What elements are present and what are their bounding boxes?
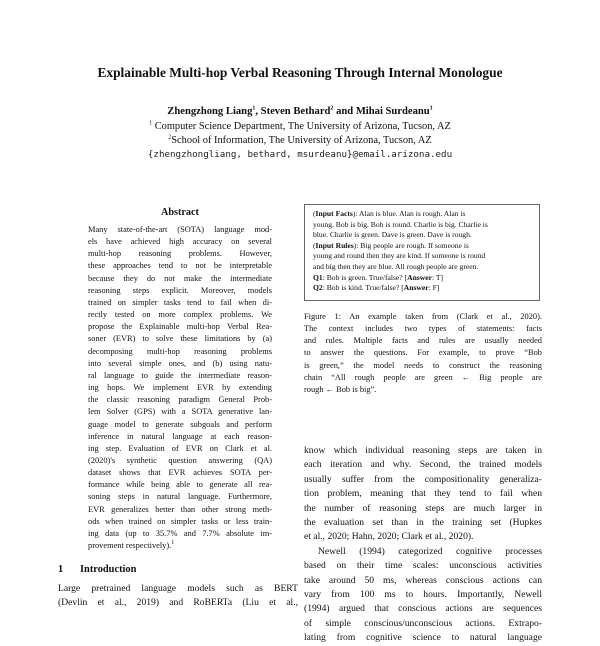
abstract-line: into several simple ones, and (b) using natu- bbox=[88, 358, 272, 368]
answer-label: Answer bbox=[407, 272, 432, 282]
section-heading-introduction bbox=[58, 564, 298, 575]
caption-line: The context includes two types of statements: facts bbox=[304, 324, 542, 334]
figure-line bbox=[313, 220, 535, 231]
abstract-body bbox=[88, 224, 272, 552]
abstract-line: the classic reasoning paradigm General Prob- bbox=[88, 395, 272, 405]
abstract-line: decomposing multi-hop reasoning problems bbox=[88, 346, 272, 356]
figure-punct: ): bbox=[353, 240, 361, 250]
body-line: the number of reasoning steps are much larger in bbox=[304, 502, 542, 514]
abstract-line: ral language to guide the intermediate reason- bbox=[88, 370, 272, 380]
figure-label: Input Facts bbox=[315, 209, 353, 218]
abstract-line: trained on simpler tasks tend to fail when di- bbox=[88, 297, 272, 307]
figure-punct: ( bbox=[313, 209, 316, 218]
affiliation-mark: 1 bbox=[252, 105, 256, 112]
body-line: based on their time scales: unconscious activities bbox=[304, 560, 542, 572]
figure-line bbox=[313, 283, 535, 294]
caption-line: and rules. Multiple facts and rules are usually needed bbox=[304, 336, 542, 346]
abstract-line: propose the Explainable multi-hop Verbal Rea- bbox=[88, 322, 272, 332]
caption-line: rough ← Bob is big”. bbox=[304, 384, 377, 394]
abstract-line: ing hops. We implement EVR by extending bbox=[88, 383, 272, 393]
abstract-line: lem Solver (GPS) with a SOTA generative lan- bbox=[88, 407, 272, 417]
affiliation-1 bbox=[0, 121, 600, 132]
body-line: (1994) argued that conscious actions are sequences bbox=[304, 603, 542, 615]
figure-line bbox=[313, 209, 535, 220]
abstract-heading: Abstract bbox=[161, 207, 199, 218]
author-separator: , bbox=[255, 106, 261, 117]
body-text-right bbox=[304, 444, 542, 646]
section-number: 1 bbox=[58, 564, 64, 575]
figure-line bbox=[313, 230, 535, 241]
section-title: Introduction bbox=[80, 564, 137, 575]
abstract-line: dataset shows that EVR achieves SOTA per- bbox=[88, 468, 272, 478]
abstract-line: guage model to generate subgoals and perform bbox=[88, 419, 272, 429]
body-line: each iteration and why. Second, the trained models bbox=[304, 459, 542, 471]
figure-text: Big people are rough. If someone is bbox=[360, 240, 469, 250]
body-line: take around 50 ms, whereas conscious actions can bbox=[304, 574, 542, 586]
figure-punct: ): bbox=[352, 209, 359, 218]
caption-line: is green,” the model needs to construct the reasoning bbox=[304, 360, 542, 370]
caption-line: chain “All rough people are green ← Big people are bbox=[304, 372, 542, 382]
abstract-line: reasoning steps explicit. Moreover, models bbox=[88, 285, 272, 295]
affiliation-mark: 2 bbox=[330, 105, 334, 112]
figure-text: and big then they are blue. All rough people are green. bbox=[313, 261, 479, 271]
caption-line: Figure 1: An example taken from (Clark et al., 2020). bbox=[304, 312, 542, 321]
body-line: know which individual reasoning steps are taken in bbox=[304, 445, 542, 456]
abstract-line: soning steps in natural language. Furthermore, bbox=[88, 492, 272, 502]
abstract-line: multi-hop reasoning problems. However, bbox=[88, 249, 272, 259]
figure-line bbox=[313, 251, 535, 262]
abstract-line: EVR generalizes better than other strong meth- bbox=[88, 504, 272, 514]
figure-punct: : bbox=[322, 283, 327, 293]
abstract-line: soner (EVR) to solve these limitations by (a) bbox=[88, 334, 272, 344]
author-emails: {zhengzhongliang, bethard, msurdeanu}@email.arizona.edu bbox=[147, 149, 453, 160]
figure-line bbox=[313, 262, 535, 273]
answer-label: Answer bbox=[403, 283, 429, 293]
answer-value: : F] bbox=[428, 283, 440, 293]
figure-text: Alan is blue. Alan is rough. Alan is bbox=[359, 209, 466, 218]
paper-title: Explainable Multi-hop Verbal Reasoning Through Internal Monologue bbox=[97, 65, 503, 80]
abstract-line: ods when trained on simpler tasks or less train- bbox=[88, 516, 272, 526]
body-line: et al., 2020; Hahn, 2020; Clark et al., 2020). bbox=[304, 531, 474, 543]
figure-label: Q1 bbox=[313, 272, 323, 282]
affiliation-2 bbox=[0, 135, 600, 146]
author-name: Steven Bethard bbox=[260, 106, 331, 117]
figure-label: Input Rules bbox=[315, 240, 354, 250]
body-line: of simple conscious/unconscious actions. Extrapo- bbox=[304, 617, 542, 629]
abstract-line: rectly tested on more complex problems. We bbox=[88, 310, 272, 320]
answer-value: : T] bbox=[431, 272, 444, 282]
figure-line bbox=[313, 241, 535, 252]
author-name: Zhengzhong Liang bbox=[167, 106, 253, 117]
figure-text: Bob is kind. True/false? [ bbox=[326, 283, 404, 293]
figure-line bbox=[313, 273, 535, 284]
author-list bbox=[0, 106, 600, 117]
figure-label: Q2 bbox=[313, 283, 323, 293]
body-line: tion problem, meaning that they tend to fail when bbox=[304, 488, 542, 500]
body-line: the evaluation set than in the training set (Hupkes bbox=[304, 517, 542, 529]
affiliation-text: School of Information, The University of Arizona, Tucson, AZ bbox=[171, 135, 432, 146]
affiliation-number: 1 bbox=[149, 120, 153, 127]
abstract-line: (2020)'s synthetic question answering (QA) bbox=[88, 455, 272, 465]
body-line: lating from cognitive science to natural language bbox=[304, 632, 542, 644]
abstract-line: ing data (up to 35.7% and 7.7% absolute im- bbox=[88, 528, 272, 538]
author-separator: and bbox=[333, 106, 356, 117]
figure-text: young and round then they are kind. If someone is round bbox=[313, 251, 486, 261]
figure-text: young. Bob is big. Bob is round. Charlie is big. Charlie is bbox=[313, 219, 488, 229]
abstract-line: these approaches tend to not be interpretable bbox=[88, 261, 272, 271]
figure-punct: : bbox=[322, 272, 327, 282]
abstract-line: els have achieved high accuracy on several bbox=[88, 237, 272, 247]
abstract-line: inference in natural language at each reason- bbox=[88, 431, 272, 441]
figure-text: Bob is green. True/false? [ bbox=[326, 272, 408, 282]
body-line: vary from 100 ms to hours. Importantly, Newell bbox=[304, 589, 542, 601]
figure-text: blue. Charlie is green. Dave is green. Dave is rough. bbox=[313, 230, 472, 240]
author-name: Mihai Surdeanu bbox=[355, 106, 430, 117]
abstract-line: Many state-of-the-art (SOTA) language mod- bbox=[88, 225, 272, 234]
figure-punct: ( bbox=[313, 240, 316, 250]
affiliation-number: 2 bbox=[168, 134, 172, 141]
affiliation-mark: 1 bbox=[429, 105, 433, 112]
affiliation-text: Computer Science Department, The University of Arizona, Tucson, AZ bbox=[154, 121, 451, 132]
intro-line: (Devlin et al., 2019) and RoBERTa (Liu et al., bbox=[58, 597, 298, 608]
abstract-line: formance while being able to generate all rea- bbox=[88, 480, 272, 490]
figure-example-text bbox=[313, 209, 535, 294]
footnote-mark: 1 bbox=[171, 540, 175, 547]
figure-caption bbox=[304, 311, 542, 396]
abstract-line: because they do not make the intermediate bbox=[88, 273, 272, 283]
abstract-line: ing step. Evaluation of EVR on Clark et al. bbox=[88, 443, 272, 453]
body-line: usually suffer from the compositionality generaliza- bbox=[304, 473, 542, 485]
caption-line: to answer the questions. For example, to prove “Bob bbox=[304, 348, 542, 358]
abstract-line: provement respectively).$^1$ bbox=[88, 540, 175, 551]
intro-line: Large pretrained language models such as BERT bbox=[58, 583, 298, 594]
introduction-body bbox=[58, 582, 298, 610]
body-line: Newell (1994) categorized cognitive processes bbox=[318, 545, 542, 557]
